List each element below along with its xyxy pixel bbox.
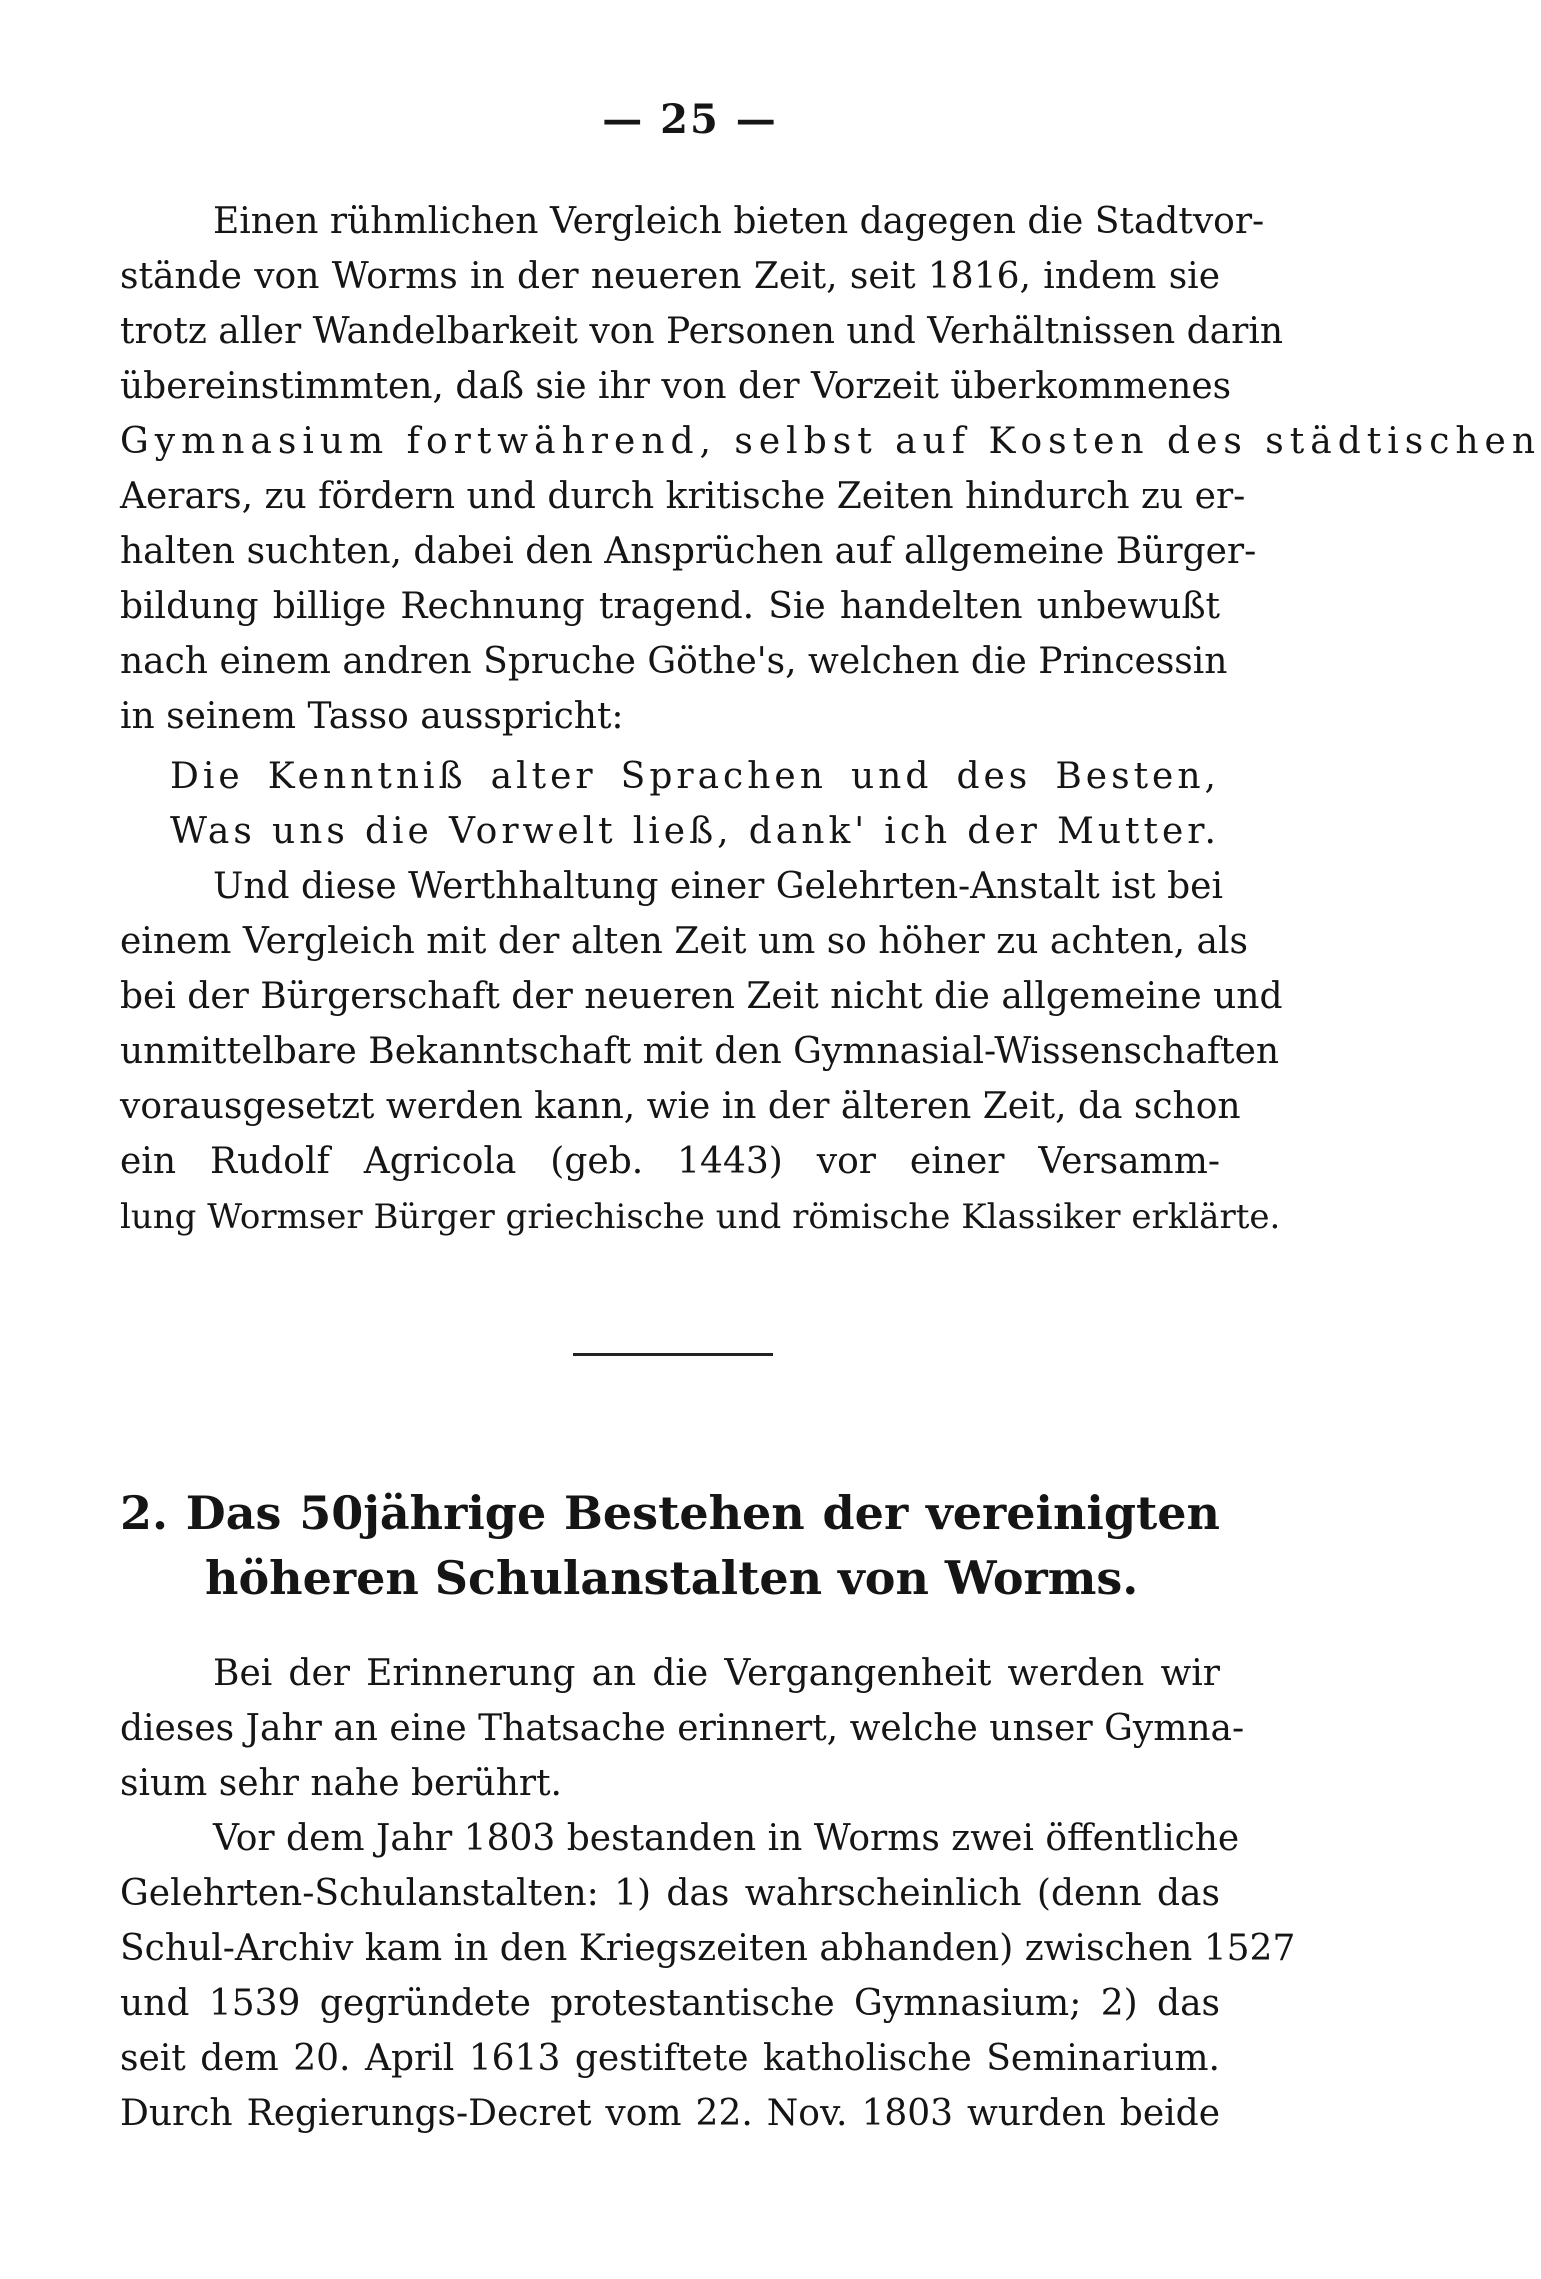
text-line: Durch Regierungs-Decret vom 22. Nov. 1803 wurden beide xyxy=(120,2093,1220,2134)
text-line: dieses Jahr an eine Thatsache erinnert, welche unser Gymna- xyxy=(120,1708,1245,1749)
text-line: Gymnasium fortwährend, selbst auf Kosten des städtischen xyxy=(120,421,1541,462)
text-line: und 1539 gegründete protestantische Gymnasium; 2) das xyxy=(120,1983,1220,2024)
text-line: Bei der Erinnerung an die Vergangenheit werden wir xyxy=(213,1653,1220,1694)
text-line: stände von Worms in der neueren Zeit, seit 1816, indem sie xyxy=(120,256,1220,297)
section-heading: 2. Das 50jährige Bestehen der vereinigten xyxy=(120,1486,1220,1540)
page-number: — 25 — xyxy=(602,96,778,143)
text-line: übereinstimmten, daß sie ihr von der Vorzeit überkommenes xyxy=(120,366,1232,407)
text-line: Einen rühmlichen Vergleich bieten dagegen die Stadtvor- xyxy=(213,201,1265,242)
text-line: Aerars, zu fördern und durch kritische Zeiten hindurch zu er- xyxy=(120,476,1246,517)
section-divider xyxy=(573,1353,773,1356)
section-heading: höheren Schulanstalten von Worms. xyxy=(205,1551,1139,1605)
text-line: bei der Bürgerschaft der neueren Zeit nicht die allgemeine und xyxy=(120,976,1283,1017)
text-line: unmittelbare Bekanntschaft mit den Gymnasial-Wissenschaften xyxy=(120,1031,1280,1072)
text-line: einem Vergleich mit der alten Zeit um so höher zu achten, als xyxy=(120,921,1249,962)
text-line: vorausgesetzt werden kann, wie in der älteren Zeit, da schon xyxy=(120,1086,1241,1127)
text-line: Gelehrten-Schulanstalten: 1) das wahrscheinlich (denn das xyxy=(120,1873,1220,1914)
verse-line: Die Kenntniß alter Sprachen und des Besten, xyxy=(170,756,1220,797)
text-line: Vor dem Jahr 1803 bestanden in Worms zwei öffentliche xyxy=(213,1818,1240,1859)
verse-line: Was uns die Vorwelt ließ, dank' ich der Mutter. xyxy=(170,811,1220,852)
text-line: Schul-Archiv kam in den Kriegszeiten abhanden) zwischen 1527 xyxy=(120,1928,1296,1969)
text-line: Und diese Werthhaltung einer Gelehrten-Anstalt ist bei xyxy=(213,866,1223,907)
text-line: in seinem Tasso ausspricht: xyxy=(120,696,624,737)
text-line: trotz aller Wandelbarkeit von Personen und Verhältnissen darin xyxy=(120,311,1284,352)
text-line: sium sehr nahe berührt. xyxy=(120,1763,563,1804)
text-line: halten suchten, dabei den Ansprüchen auf allgemeine Bürger- xyxy=(120,531,1257,572)
text-line: bildung billige Rechnung tragend. Sie handelten unbewußt xyxy=(120,586,1220,627)
text-line: seit dem 20. April 1613 gestiftete katholische Seminarium. xyxy=(120,2038,1220,2079)
text-line: nach einem andren Spruche Göthe's, welchen die Princessin xyxy=(120,641,1228,682)
text-line: lung Wormser Bürger griechische und römische Klassiker erklärte. xyxy=(120,1197,1281,1237)
text-line: ein Rudolf Agricola (geb. 1443) vor einer Versamm- xyxy=(120,1141,1220,1182)
